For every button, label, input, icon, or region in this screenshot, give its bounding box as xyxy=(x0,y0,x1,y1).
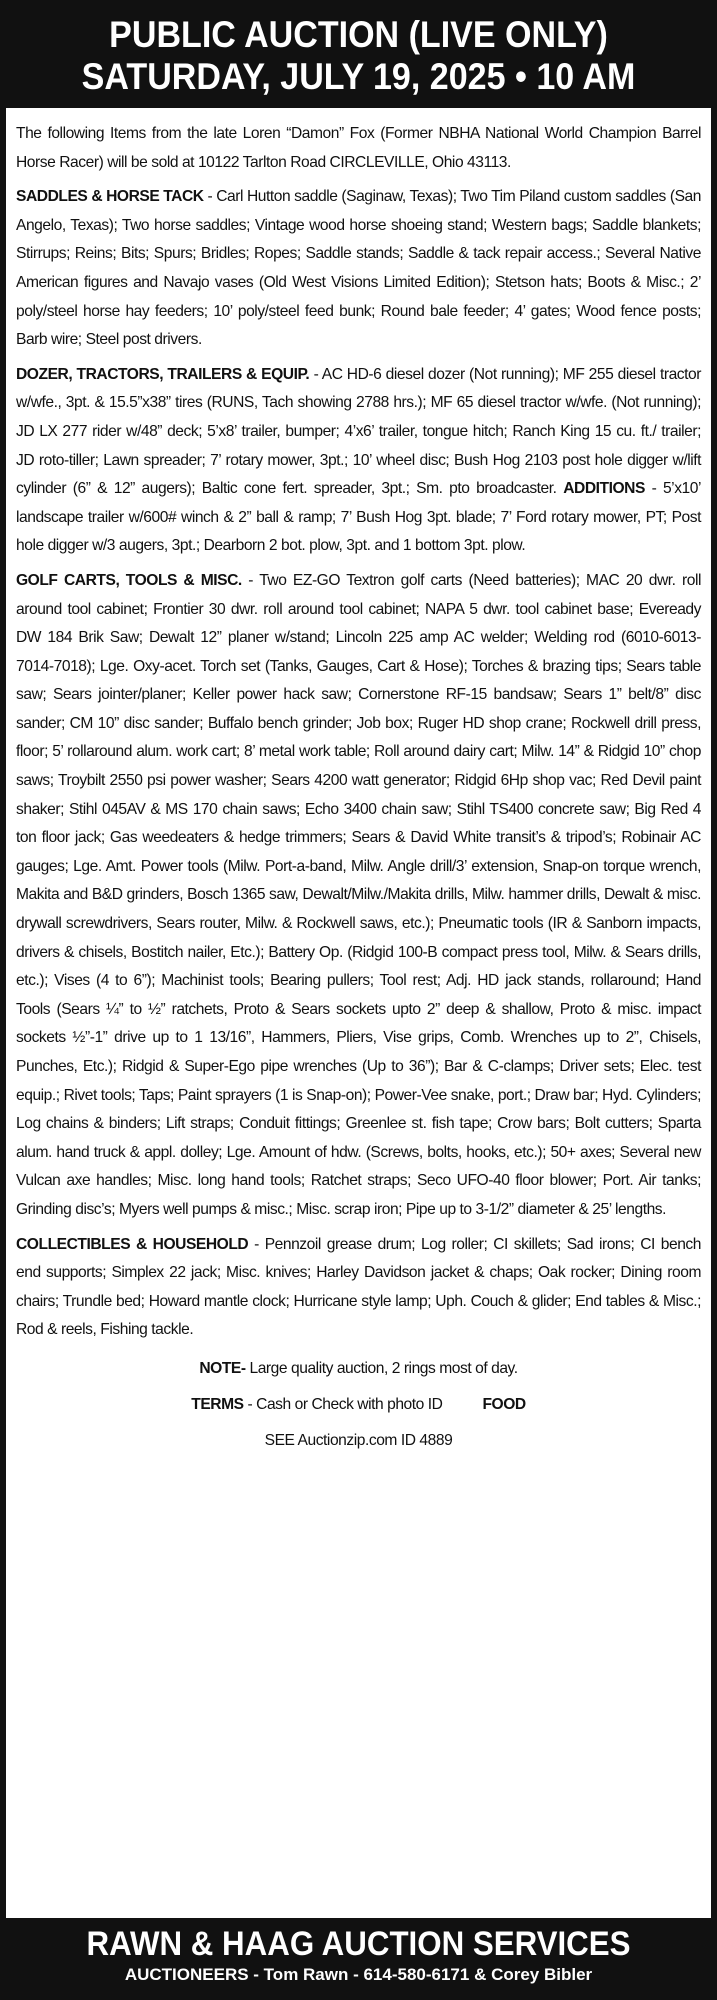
section-heading-saddles: SADDLES & HORSE TACK xyxy=(16,188,204,206)
auctioneers-line: AUCTIONEERS - Tom Rawn - 614-580-6171 & Corey Bibler xyxy=(124,1965,593,1984)
additions-heading: ADDITIONS xyxy=(563,480,645,498)
see-line: SEE Auctionzip.com ID 4889 xyxy=(264,1431,453,1449)
intro-paragraph xyxy=(16,120,701,177)
footer-banner xyxy=(6,1918,711,1994)
terms-label: TERMS xyxy=(191,1395,244,1413)
section-heading-dozer: DOZER, TRACTORS, TRAILERS & EQUIP. xyxy=(16,365,310,383)
food-label: FOOD xyxy=(482,1395,526,1413)
note-text: Large quality auction, 2 rings most of day. xyxy=(245,1359,518,1377)
terms-text: - Cash or Check with photo ID xyxy=(243,1395,443,1413)
ad-body xyxy=(6,108,711,1918)
notes-block xyxy=(16,1351,701,1459)
section-golf xyxy=(16,567,701,1225)
company-name: RAWN & HAAG AUCTION SERVICES xyxy=(86,1925,631,1963)
section-text-saddles: - Carl Hutton saddle (Saginaw, Texas); Two Tim Piland custom saddles (San Angelo, Texas); Two horse saddles; Vintage wood horse shoeing stand; Western bags; Saddle blankets; Stirrups; Reins; Bits; Spurs; Bridles; Ropes; Saddle stands; Saddle & tack repair access.; Several Native American figures and Navajo vases (Old West Visions Limited Edition); Stetson hats; Boots & Misc.; 2’ poly/steel horse hay feeders; 10’ poly/steel feed bunk; Round bale feeder; 4’ gates; Wood fence posts; Barb wire; Steel post drivers. xyxy=(16,188,701,349)
intro-text: The following Items from the late Loren “Damon” Fox (Former NBHA National World Champion Barrel Horse Racer) will be sold at 10122 Tarlton Road CIRCLEVILLE, Ohio 43113. xyxy=(16,125,701,171)
note-line xyxy=(16,1351,701,1387)
section-dozer xyxy=(16,361,701,561)
header-banner xyxy=(6,6,711,108)
section-text-golf: - Two EZ-GO Textron golf carts (Need batteries); MAC 20 dwr. roll around tool cabinet; Frontier 30 dwr. roll around tool cabinet; NAPA 5 dwr. tool cabinet base; Eveready DW 184 Brik Saw; Dewalt 12” planer w/stand; Lincoln 225 amp AC welder; Welding rod (6010-6013-7014-7018); Lge. Oxy-acet. Torch set (Tanks, Gauges, Cart & Hose); Torches & brazing tips; Sears table saw; Sears jointer/planer; Keller power hack saw; Cornerstone RF-15 bandsaw; Sears 1” belt/8” disc sander; CM 10” disc sander; Buffalo bench grinder; Job box; Ruger HD shop crane; Rockwell drill press, floor; 5’ rollaround alum. work cart; 8’ metal work table; Roll around dairy cart; Milw. 14” & Ridgid 10” chop saws; Troybilt 2550 psi power washer; Sears 4200 watt generator; Ridgid 6Hp shop vac; Red Devil paint shaker; Stihl 045AV & MS 170 chain saws; Echo 3400 chain saw; Stihl TS400 concrete saw; Big Red 4 ton floor jack; Gas weedeaters & hedge trimmers; Sears & David White transit’s & tripod’s; Robinair AC gauges; Lge. Amt. Power tools (Milw. Port-a-band, Milw. Angle drill/3’ extension, Snap-on torque wrench, Makita and B&D grinders, Bosch 1365 saw, Dewalt/Milw./Makita drills, Milw. hammer drills, Dewalt & misc. drywall screwdrivers, Sears router, Milw. & Rockwell saws, etc.); Pneumatic tools (IR & Sanborn impacts, drivers & chisels, Bostitch nailer, Etc.); Battery Op. (Ridgid 100-B compact press tool, Milw. & Sears drills, etc.); Vises (4 to 6”); Machinist tools; Bearing pullers; Tool rest; Adj. HD jack stands, rollaround; Hand Tools (Sears ¼” to ½” ratchets, Proto & Sears sockets upto 2” deep & shallow, Proto & misc. impact sockets ½”-1” drive up to 1 13/16”, Hammers, Pliers, Vise grips, Comb. Wrenches up to 2”, Chisels, Punches, Etc.); Ridgid & Super-Ego pipe wrenches (Up to 36”); Bar & C-clamps; Driver sets; Elec. test equip.; Rivet tools; Taps; Paint sprayers (1 is Snap-on); Power-Vee snake, port.; Draw bar; Hyd. Cylinders; Log chains & binders; Lift straps; Conduit fittings; Greenlee st. fish tape; Crow bars; Bolt cutters; Sparta alum. hand truck & appl. dolley; Lge. Amount of hdw. (Screws, bolts, hooks, etc.); 50+ axes; Several new Vulcan axe handles; Misc. long hand tools; Ratchet straps; Seco UFO-40 floor blower; Port. Air tanks; Grinding disc’s; Myers well pumps & misc.; Misc. scrap iron; Pipe up to 3-1/2” diameter & 25’ lengths. xyxy=(16,571,701,1218)
auction-date: SATURDAY, JULY 19, 2025 • 10 AM xyxy=(81,56,636,97)
note-label: NOTE- xyxy=(199,1359,246,1377)
section-heading-collectibles: COLLECTIBLES & HOUSEHOLD xyxy=(16,1235,249,1253)
section-text-collectibles: - Pennzoil grease drum; Log roller; CI skillets; Sad irons; CI bench end supports; Simplex 22 jack; Misc. knives; Harley Davidson jacket & chaps; Oak rocker; Dining room chairs; Trundle bed; Howard mantle clock; Hurricane style lamp; Uph. Couch & glider; End tables & Misc.; Rod & reels, Fishing tackle. xyxy=(16,1235,702,1339)
section-text-dozer: - AC HD-6 diesel dozer (Not running); MF 255 diesel tractor w/wfe., 3pt. & 15.5”x38” tires (RUNS, Tach showing 2788 hrs.); MF 65 diesel tractor w/wfe. (Not running); JD LX 277 rider w/48” deck; 5’x8’ trailer, bumper; 4’x6’ trailer, tongue hitch; Ranch King 15 cu. ft./ trailer; JD roto-tiller; Lawn spreader; 7’ rotary mower, 3pt.; 10’ wheel disc; Bush Hog 2103 post hole digger w/lift cylinder (6” & 12” augers); Baltic cone fert. spreader, 3pt.; Sm. pto broadcaster. xyxy=(16,365,701,498)
terms-line xyxy=(16,1387,701,1423)
section-heading-golf: GOLF CARTS, TOOLS & MISC. xyxy=(16,571,242,589)
section-saddles xyxy=(16,183,701,355)
section-collectibles xyxy=(16,1231,701,1345)
additions-text: - 5’x10’ landscape trailer w/600# winch & 2” ball & ramp; 7’ Bush Hog 3pt. blade; 7’ Ford rotary mower, PT; Post hole digger w/3 augers, 3pt.; Dearborn 2 bot. plow, 3pt. and 1 bottom 3pt. plow. xyxy=(16,480,701,555)
auction-title: PUBLIC AUCTION (LIVE ONLY) xyxy=(109,14,608,55)
